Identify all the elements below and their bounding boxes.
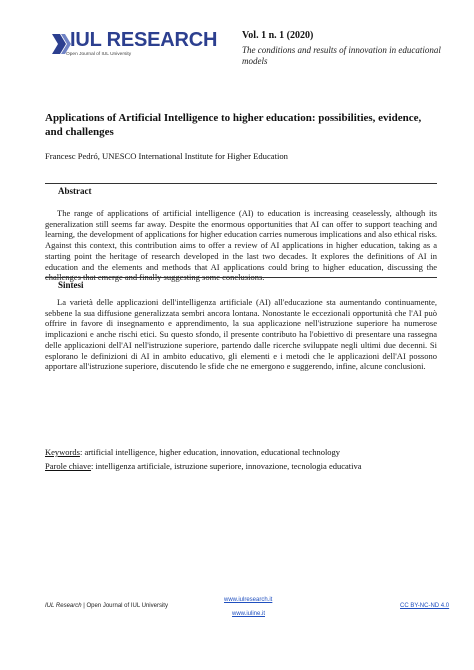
parole-chiave-value: : intelligenza artificiale, istruzione superiore, innovazione, tecnologia educativa (91, 461, 362, 471)
journal-description: The conditions and results of innovation in educational models (242, 45, 441, 66)
keywords-line (45, 447, 445, 458)
abstract-rule (45, 183, 437, 184)
abstract-heading: Abstract (58, 186, 92, 196)
volume-info: Vol. 1 n. 1 (2020) (242, 30, 314, 41)
sintesi-rule (45, 277, 437, 278)
article-title: Applications of Artificial Intelligence to higher education: possibilities, evidence, and challenges (45, 112, 422, 138)
sintesi-text (45, 297, 437, 372)
license-link[interactable]: CC BY-NC-ND 4.0 (400, 603, 450, 609)
article-author: Francesc Pedró, UNESCO International Institute for Higher Education (45, 151, 288, 161)
journal-logo (52, 28, 222, 64)
abstract-text (45, 208, 437, 283)
sintesi-body: La varietà delle applicazioni dell'intelligenza artificiale (AI) all'educazione sta aumentando continuamente, sebbene la sua diffusione generalizzata sembri ancora lontana. Nonostante le eccezionali opportunità che l'AI può offrire in favore di insegnamento e apprendimento, la sua applicazione nell'istruzione superiore ha numerose implicazioni e anche rischi etici. Su questo sfondo, il presente contributo ha l'obiettivo di presentare una rassegna delle applicazioni dell'AI nell'istruzione superiore, partendo dalle ricerche sviluppate negli ultimi due decenni. Si esplorano le definizioni di AI in ambito educativo, gli elementi e i metodi che le applicazioni dell'AI possono apportare all'istruzione superiore, discutendo le sfide che ne emergono e suggerendo, infine, alcune conclusioni. (45, 297, 437, 372)
footer-journal (45, 603, 168, 609)
abstract-body: The range of applications of artificial intelligence (AI) to education is increasing ceaselessly, although its generalization still seems far away. Despite the enormous opportunities that AI can offer to support teaching and learning, the development of applications for higher education carries numerous implications and also ethical risks. Against this context, this contribution aims to offer a review of AI applications in higher education, taking as a starting point the heritage of research developed in the last two decades. It explores the definitions of AI in education and the elements and methods that AI applications could bring to higher education, discussing the challenges that emerge and finally suggesting some conclusions. (45, 208, 437, 283)
keywords-value: : artificial intelligence, higher education, innovation, educational technology (79, 447, 341, 457)
logo-text: IUL RESEARCH (70, 29, 218, 51)
link-iulresearch[interactable]: www.iulresearch.it (224, 597, 273, 603)
parole-chiave-label: Parole chiave (45, 461, 92, 471)
parole-chiave-line (45, 461, 445, 472)
sintesi-heading: Sintesi (58, 280, 84, 290)
footer-journal-tagline: | Open Journal of IUL University (81, 603, 168, 609)
link-iuline[interactable]: www.iuline.it (232, 611, 266, 617)
logo-subtitle: Open Journal of IUL University (66, 52, 132, 57)
keywords-label: Keywords (45, 447, 80, 457)
footer-journal-name: IUL Research (45, 603, 82, 609)
